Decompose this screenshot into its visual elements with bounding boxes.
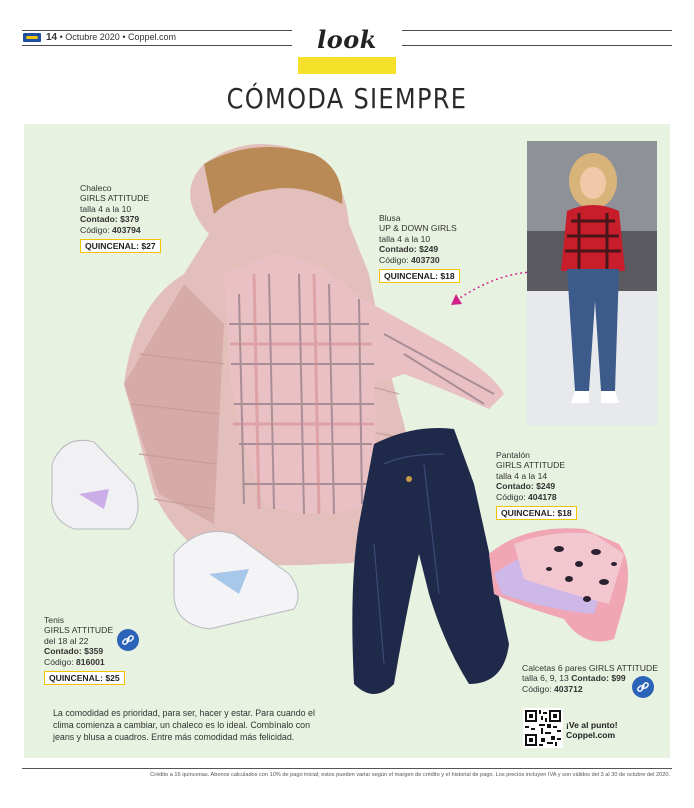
quincenal-badge: QUINCENAL: $18 [496,506,577,520]
product-size: talla 6, 9, 13 [522,673,572,684]
quincenal-badge: QUINCENAL: $27 [80,239,161,253]
dotted-arrow-icon [454,272,532,302]
arrow-head-icon [451,294,462,305]
product-size: talla 4 a la 10 [80,203,132,214]
product-brand: GIRLS ATTITUDE [496,460,566,471]
product-label-pantalon [496,450,577,520]
product-code-label: Código: [80,224,113,235]
page-title: CÓMODA SIEMPRE [226,82,468,115]
product-brand: GIRLS ATTITUDE [44,625,114,636]
model-photo-image [527,141,657,426]
quincenal-badge: QUINCENAL: $18 [379,269,460,283]
product-name: Pantalón [496,450,530,460]
product-size: del 18 al 22 [44,635,89,646]
product-code: 816001 [76,656,105,667]
product-name: Tenis [44,615,65,625]
link-icon[interactable] [117,629,139,651]
section-label: look [317,25,377,54]
qr-cta-line2: Coppel.com [566,730,616,740]
accent-bar [298,57,396,74]
product-name: Chaleco [80,183,112,193]
quincenal-badge: QUINCENAL: $25 [44,671,125,685]
product-code-label: Código: [44,656,77,667]
model-photo [527,141,657,426]
folio [46,32,176,43]
product-code-line [80,225,161,235]
product-price: Contado: $379 [80,214,140,225]
product-name: Calcetas 6 pares GIRLS ATTITUDE [522,663,658,673]
product-price: Contado: $249 [379,244,439,255]
link-icon[interactable] [632,676,654,698]
product-price: Contado: $359 [44,646,104,657]
legal-text: Crédito a 16 quincenas. Abonos calculados con 10% de pago inicial; estos pueden variar según el margen de crédito y el historial de pago. Los precios incluyen IVA y son válidos del 3 al 30 de octubre del 2020. [150,772,670,778]
product-size: talla 4 a la 10 [379,233,431,244]
product-name: Blusa [379,213,401,223]
product-price: Contado: $249 [496,481,556,492]
product-code: 404178 [528,491,557,502]
qr-cta-line1: ¡Ve al punto! [566,720,618,730]
product-code: 403712 [554,683,583,694]
product-label-chaleco [80,183,161,253]
product-code-label: Código: [522,683,555,694]
product-brand: GIRLS ATTITUDE [80,193,150,204]
product-code-line [44,657,125,667]
section-label-box [292,24,402,54]
product-code: 403794 [112,224,141,235]
product-label-tenis [44,615,125,685]
qr-code-icon[interactable] [523,708,563,748]
page-number: 14 [46,32,58,43]
description-text: La comodidad es prioridad, para ser, hacer y estar. Para cuando el clima comienza a cambiar, un chaleco es lo ideal. Combínalo con jeans y blusa a cuadros. Entre más comodidad más felicidad. [53,708,315,742]
socks-image [489,528,628,641]
product-code-label: Código: [379,254,412,265]
jeans-image [352,428,509,694]
coppel-logo-icon [23,33,41,42]
footer-rule [22,768,672,769]
folio-text: • Octubre 2020 • Coppel.com [57,32,176,42]
product-label-blusa [379,213,460,283]
product-code-line [496,492,577,502]
product-code: 403730 [411,254,440,265]
product-size: talla 4 a la 14 [496,470,548,481]
product-code-line [379,255,460,265]
product-brand: UP & DOWN GIRLS [379,223,457,234]
product-code-label: Código: [496,491,529,502]
qr-cta [566,720,618,740]
product-price: Contado: $99 [571,673,626,684]
